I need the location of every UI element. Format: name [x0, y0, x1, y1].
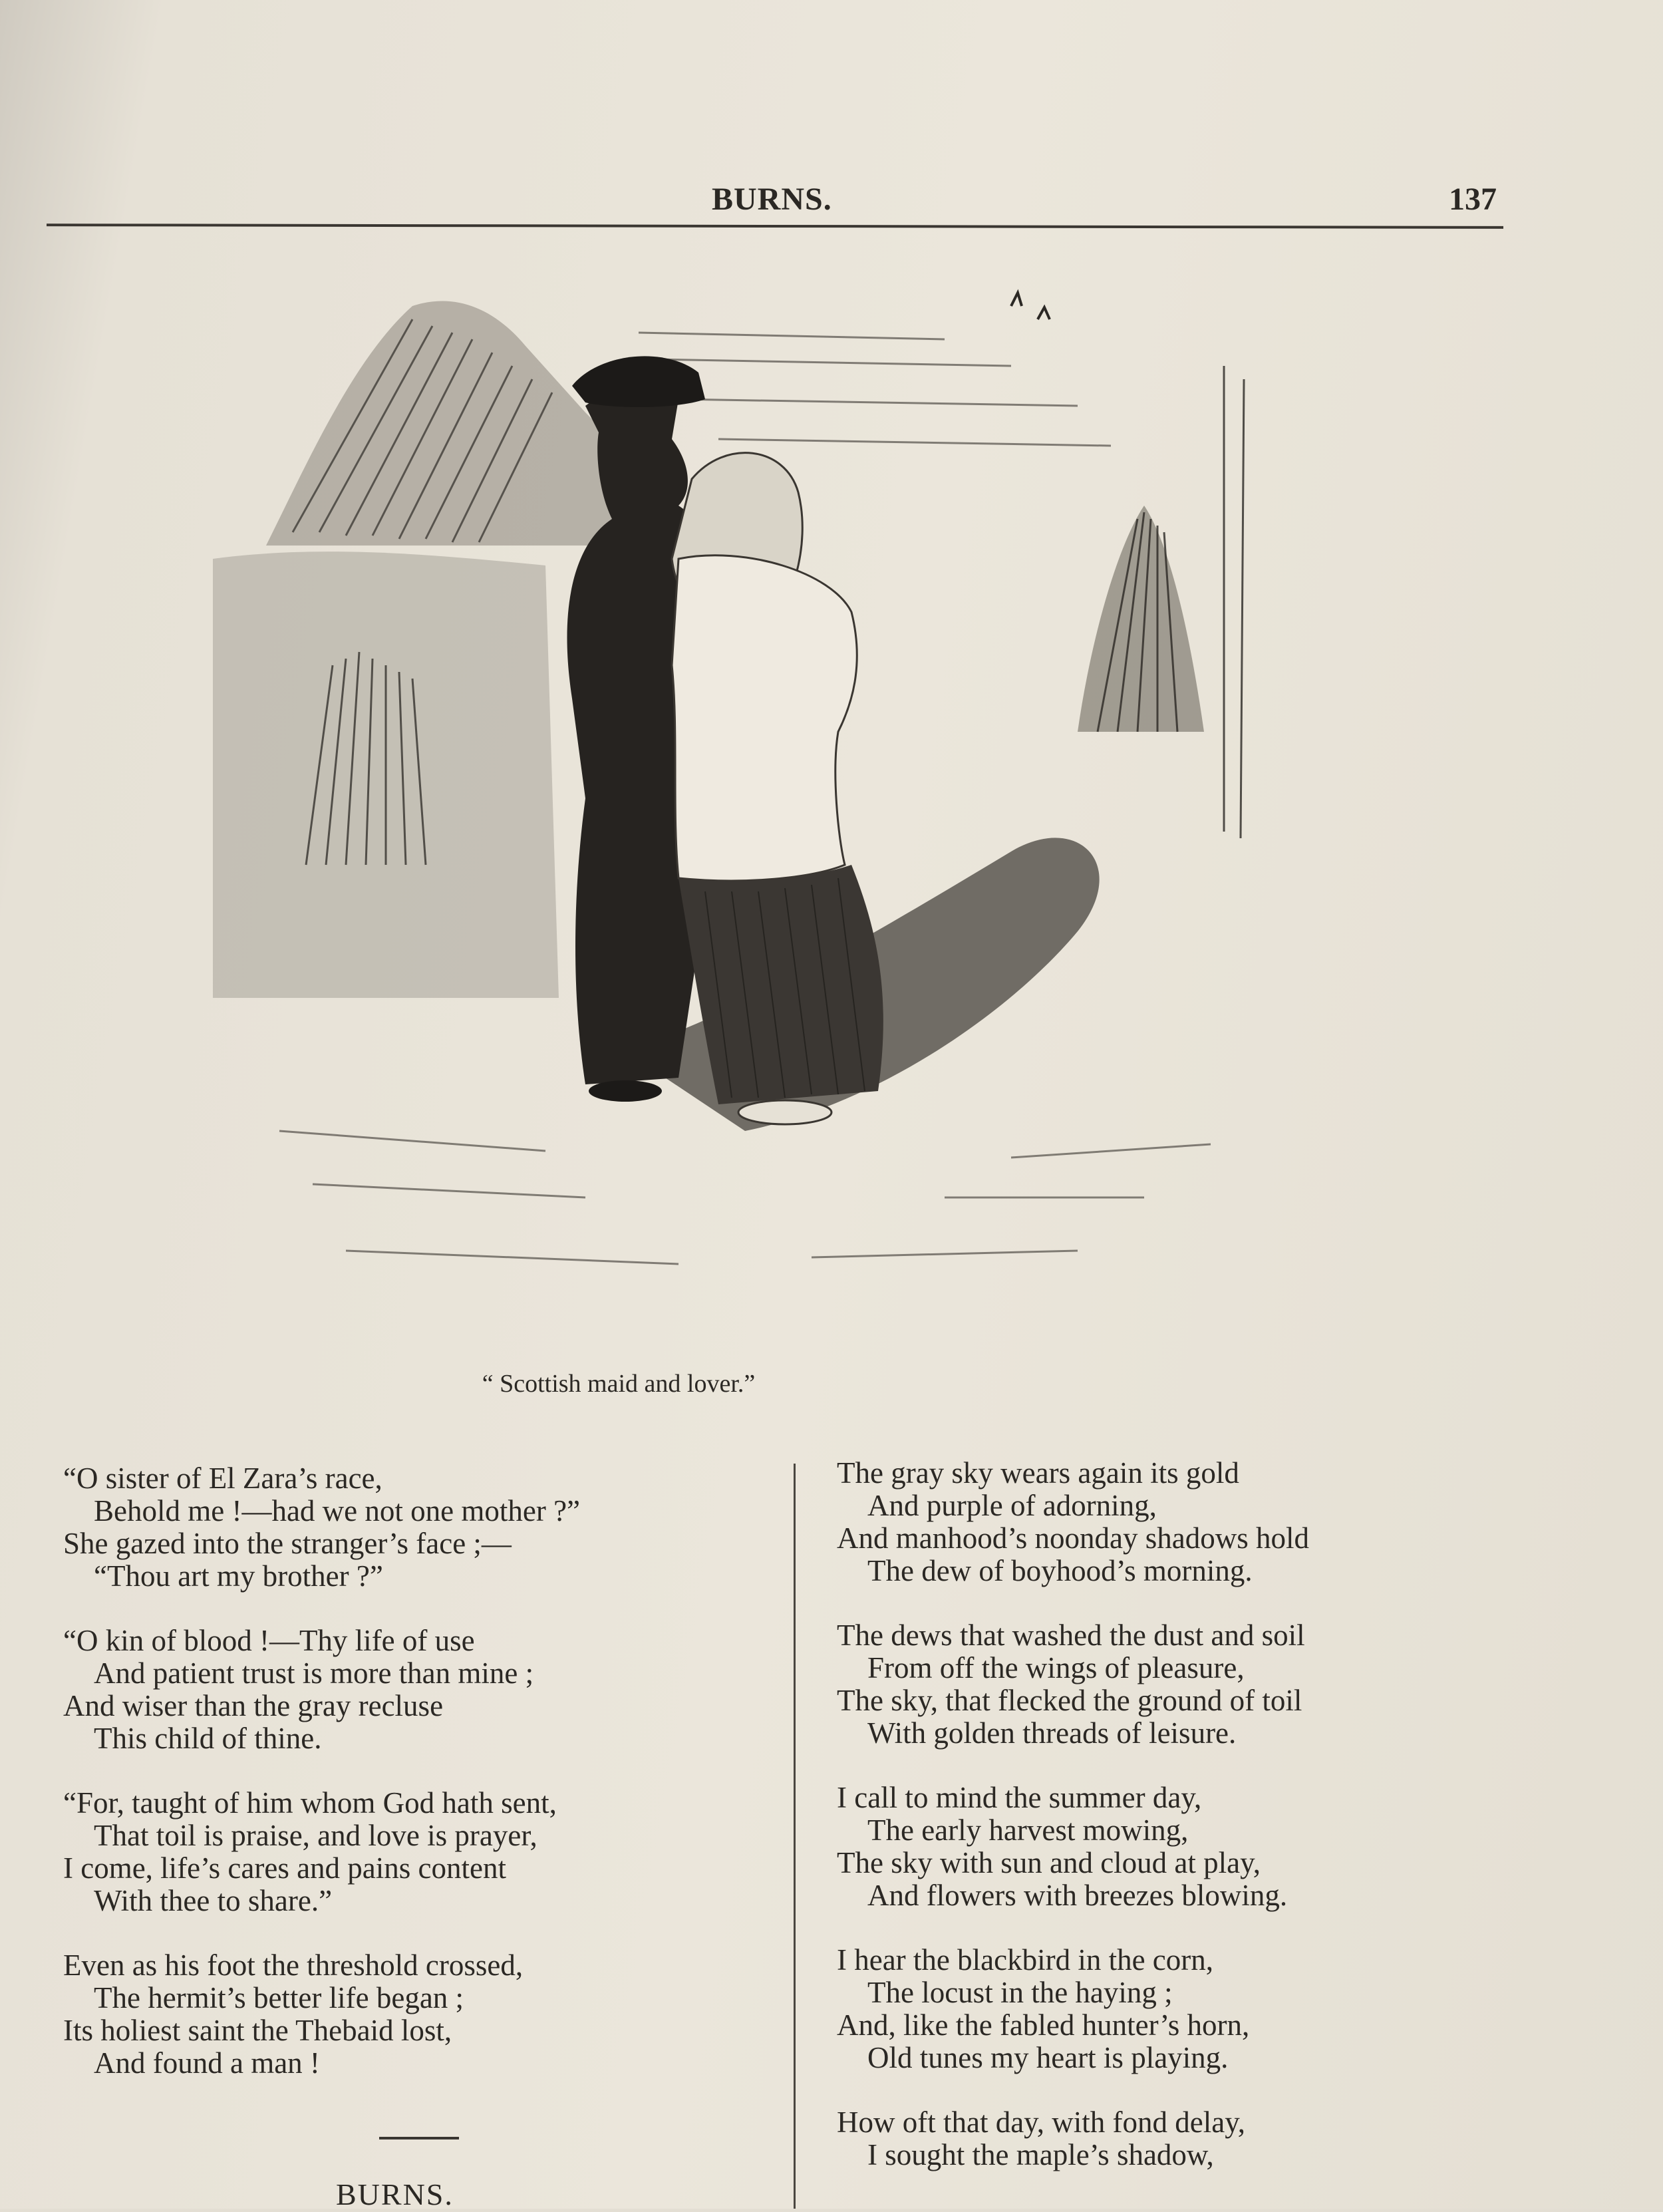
- poem-line: I call to mind the summer day,: [837, 1781, 1202, 1814]
- path-lines: [279, 1131, 1211, 1264]
- poem-line: “For, taught of him whom God hath sent,: [63, 1786, 557, 1819]
- poem-line: “O sister of El Zara’s race,: [63, 1462, 382, 1495]
- poem-line: “O kin of blood !—Thy life of use: [63, 1624, 475, 1657]
- next-section-title: BURNS.: [336, 2177, 454, 2211]
- poem-line: I sought the maple’s shadow,: [867, 2138, 1214, 2171]
- illustration-caption: “ Scottish maid and lover.”: [482, 1370, 756, 1398]
- poem-stanza: [837, 1457, 1602, 1587]
- poem-line: The dews that washed the dust and soil: [837, 1619, 1305, 1652]
- running-title: BURNS.: [712, 182, 832, 217]
- poem-line: Behold me !—had we not one mother ?”: [94, 1494, 581, 1527]
- poem-line: And, like the fabled hunter’s horn,: [837, 2008, 1250, 2042]
- woman-feet: [738, 1100, 832, 1124]
- poem-line: With golden threads of leisure.: [867, 1716, 1237, 1750]
- poem-line: And found a man !: [94, 2046, 320, 2080]
- poem-line: The locust in the haying ;: [867, 1976, 1173, 2009]
- poem-line: And patient trust is more than mine ;: [94, 1657, 534, 1690]
- poem-line: She gazed into the stranger’s face ;—: [63, 1527, 512, 1560]
- mountain-shape: [266, 301, 639, 546]
- poem-stanza: [63, 1949, 762, 2080]
- poem-line: Old tunes my heart is playing.: [867, 2041, 1229, 2074]
- poem-stanza: [63, 1787, 762, 1917]
- poem-stanza: [837, 2106, 1602, 2171]
- poem-stanza: [63, 1625, 762, 1755]
- poem-line: The dew of boyhood’s morning.: [867, 1554, 1253, 1587]
- birds-icon: [1011, 293, 1050, 319]
- poem-line: The early harvest mowing,: [867, 1814, 1189, 1847]
- poem-line: The gray sky wears again its gold: [837, 1456, 1239, 1490]
- poem-line: How oft that day, with fond delay,: [837, 2106, 1246, 2139]
- header-rule: [47, 224, 1503, 229]
- poem-line: And purple of adorning,: [867, 1489, 1157, 1522]
- poem-line: And flowers with breezes blowing.: [867, 1879, 1288, 1912]
- right-poem-column: [837, 1457, 1602, 2203]
- left-poem-column: [63, 1462, 762, 2112]
- poem-line: Its holiest saint the Thebaid lost,: [63, 2014, 452, 2047]
- poem-stanza: [837, 1619, 1602, 1750]
- poem-line: Even as his foot the threshold crossed,: [63, 1949, 524, 1982]
- man-hat: [572, 356, 705, 407]
- poem-line: The sky, that flecked the ground of toil: [837, 1684, 1302, 1717]
- poem-line: I come, life’s cares and pains content: [63, 1851, 506, 1885]
- poem-line: With thee to share.”: [94, 1884, 333, 1917]
- poem-line: I hear the blackbird in the corn,: [837, 1943, 1214, 1976]
- poem-line: And manhood’s noonday shadows hold: [837, 1521, 1309, 1555]
- column-divider: [794, 1464, 796, 2209]
- poem-line: And wiser than the gray recluse: [63, 1689, 444, 1722]
- poem-line: The sky with sun and cloud at play,: [837, 1846, 1261, 1879]
- poem-line: “Thou art my brother ?”: [94, 1559, 383, 1593]
- poem-stanza: [837, 1782, 1602, 1912]
- poem-stanza: [837, 1944, 1602, 2074]
- poem-line: The hermit’s better life began ;: [94, 1981, 464, 2014]
- woman-shawl: [672, 555, 857, 881]
- man-feet: [589, 1080, 662, 1102]
- engraving-illustration: [213, 266, 1344, 1344]
- poem-line: From off the wings of pleasure,: [867, 1651, 1245, 1684]
- poem-line: That toil is praise, and love is prayer,: [94, 1819, 537, 1852]
- section-divider: [379, 2137, 459, 2139]
- sky-lines: [639, 333, 1111, 446]
- poem-stanza: [63, 1462, 762, 1593]
- poem-line: This child of thine.: [94, 1722, 322, 1755]
- page-number: 137: [1449, 182, 1497, 217]
